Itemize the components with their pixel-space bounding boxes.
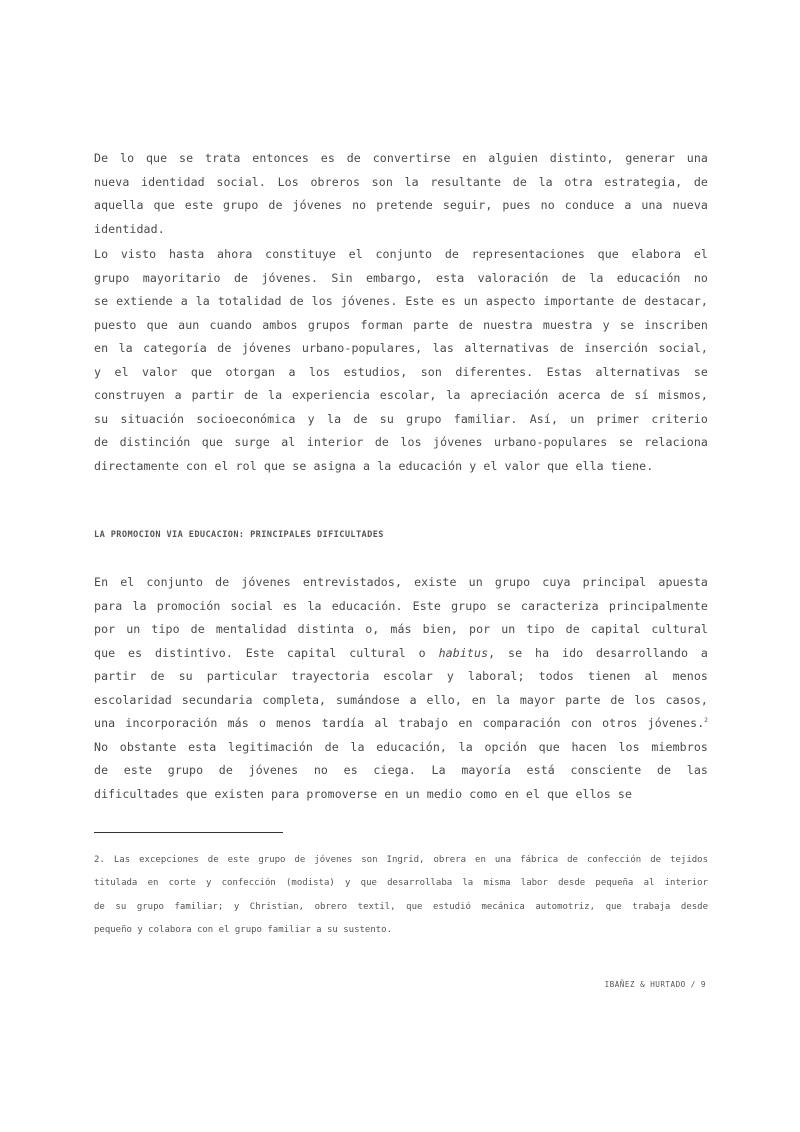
text-line: por un tipo de mentalidad distinta o, más bien, por un tipo de capital cultural bbox=[94, 622, 708, 636]
text-line: construyen a partir de la experiencia escolar, la apreciación acerca de sí mismos, bbox=[94, 388, 708, 402]
text-line bbox=[94, 642, 708, 666]
text-segment: que es distintivo. Este capital cultural o bbox=[94, 645, 439, 660]
footnote bbox=[94, 849, 708, 942]
text-line: identidad. bbox=[94, 221, 165, 236]
footnote-line: titulada en corte y confección (modista) y que desarrollaba la misma labor desde pequeña al interior bbox=[94, 878, 708, 889]
text-line: En el conjunto de jóvenes entrevistados, existe un grupo cuya principal apuesta bbox=[94, 575, 708, 589]
paragraph-2 bbox=[94, 243, 708, 478]
text-line: Lo visto hasta ahora constituye el conjunto de representaciones que elabora el bbox=[94, 247, 708, 261]
text-line: puesto que aun cuando ambos grupos forman parte de nuestra muestra y se inscriben bbox=[94, 317, 708, 332]
page-footer: IBAÑEZ & HURTADO / 9 bbox=[604, 980, 706, 989]
text-line: partir de su particular trayectoria escolar y laboral; todos tienen al menos bbox=[94, 669, 708, 683]
text-segment: , se ha ido desarrollando a bbox=[488, 645, 708, 660]
text-line: de distinción que surge al interior de los jóvenes urbano-populares se relaciona bbox=[94, 435, 708, 449]
text-line: su situación socioeconómica y la de su grupo familiar. Así, un primer criterio bbox=[94, 411, 708, 426]
text-line: nueva identidad social. Los obreros son la resultante de la otra estrategia, de bbox=[94, 174, 708, 189]
text-line: No obstante esta legitimación de la educación, la opción que hacen los miembros bbox=[94, 739, 708, 754]
text-line: aquella que este grupo de jóvenes no pretende seguir, pues no conduce a una nueva bbox=[94, 198, 708, 212]
paragraph-3 bbox=[94, 571, 708, 806]
text-line: grupo mayoritario de jóvenes. Sin embargo, esta valoración de la educación no bbox=[94, 270, 708, 285]
text-line: en la categoría de jóvenes urbano-populares, las alternativas de inserción social, bbox=[94, 341, 708, 355]
italic-term: habitus bbox=[438, 645, 489, 660]
text-line: y el valor que otorgan a los estudios, son diferentes. Estas alternativas se bbox=[94, 364, 708, 379]
text-line: se extiende a la totalidad de los jóvenes. Este es un aspecto importante de destacar, bbox=[94, 294, 708, 308]
text-line bbox=[94, 712, 708, 736]
footnote-divider bbox=[94, 832, 283, 833]
text-line: escolaridad secundaria completa, sumándose a ello, en la mayor parte de los casos, bbox=[94, 692, 708, 707]
text-line: para la promoción social es la educación. Este grupo se caracteriza principalmente bbox=[94, 598, 708, 613]
footnote-marker[interactable]: 2 bbox=[704, 717, 708, 725]
footnote-line: pequeño y colabora con el grupo familiar a su sustento. bbox=[94, 924, 393, 935]
text-line: de este grupo de jóvenes no es ciega. La mayoría está consciente de las bbox=[94, 763, 708, 777]
text-line: dificultades que existen para promoverse en un medio como en el que ellos se bbox=[94, 786, 633, 801]
text-line: directamente con el rol que se asigna a la educación y el valor que ella tiene. bbox=[94, 458, 654, 473]
section-heading: LA PROMOCION VIA EDUCACION: PRINCIPALES DIFICULTADES bbox=[94, 530, 384, 540]
footnote-line: 2. Las excepciones de este grupo de jóvenes son Ingrid, obrera en una fábrica de confección de tejidos bbox=[94, 855, 708, 865]
text-line: De lo que se trata entonces es de convertirse en alguien distinto, generar una bbox=[94, 151, 708, 165]
text-segment: una incorporación más o menos tardía al trabajo en comparación con otros jóvenes. bbox=[94, 716, 705, 730]
paragraph-1 bbox=[94, 147, 708, 241]
footnote-line: de su grupo familiar; y Christian, obrero textil, que estudió mecánica automotriz, que trabaja desde bbox=[94, 901, 708, 912]
